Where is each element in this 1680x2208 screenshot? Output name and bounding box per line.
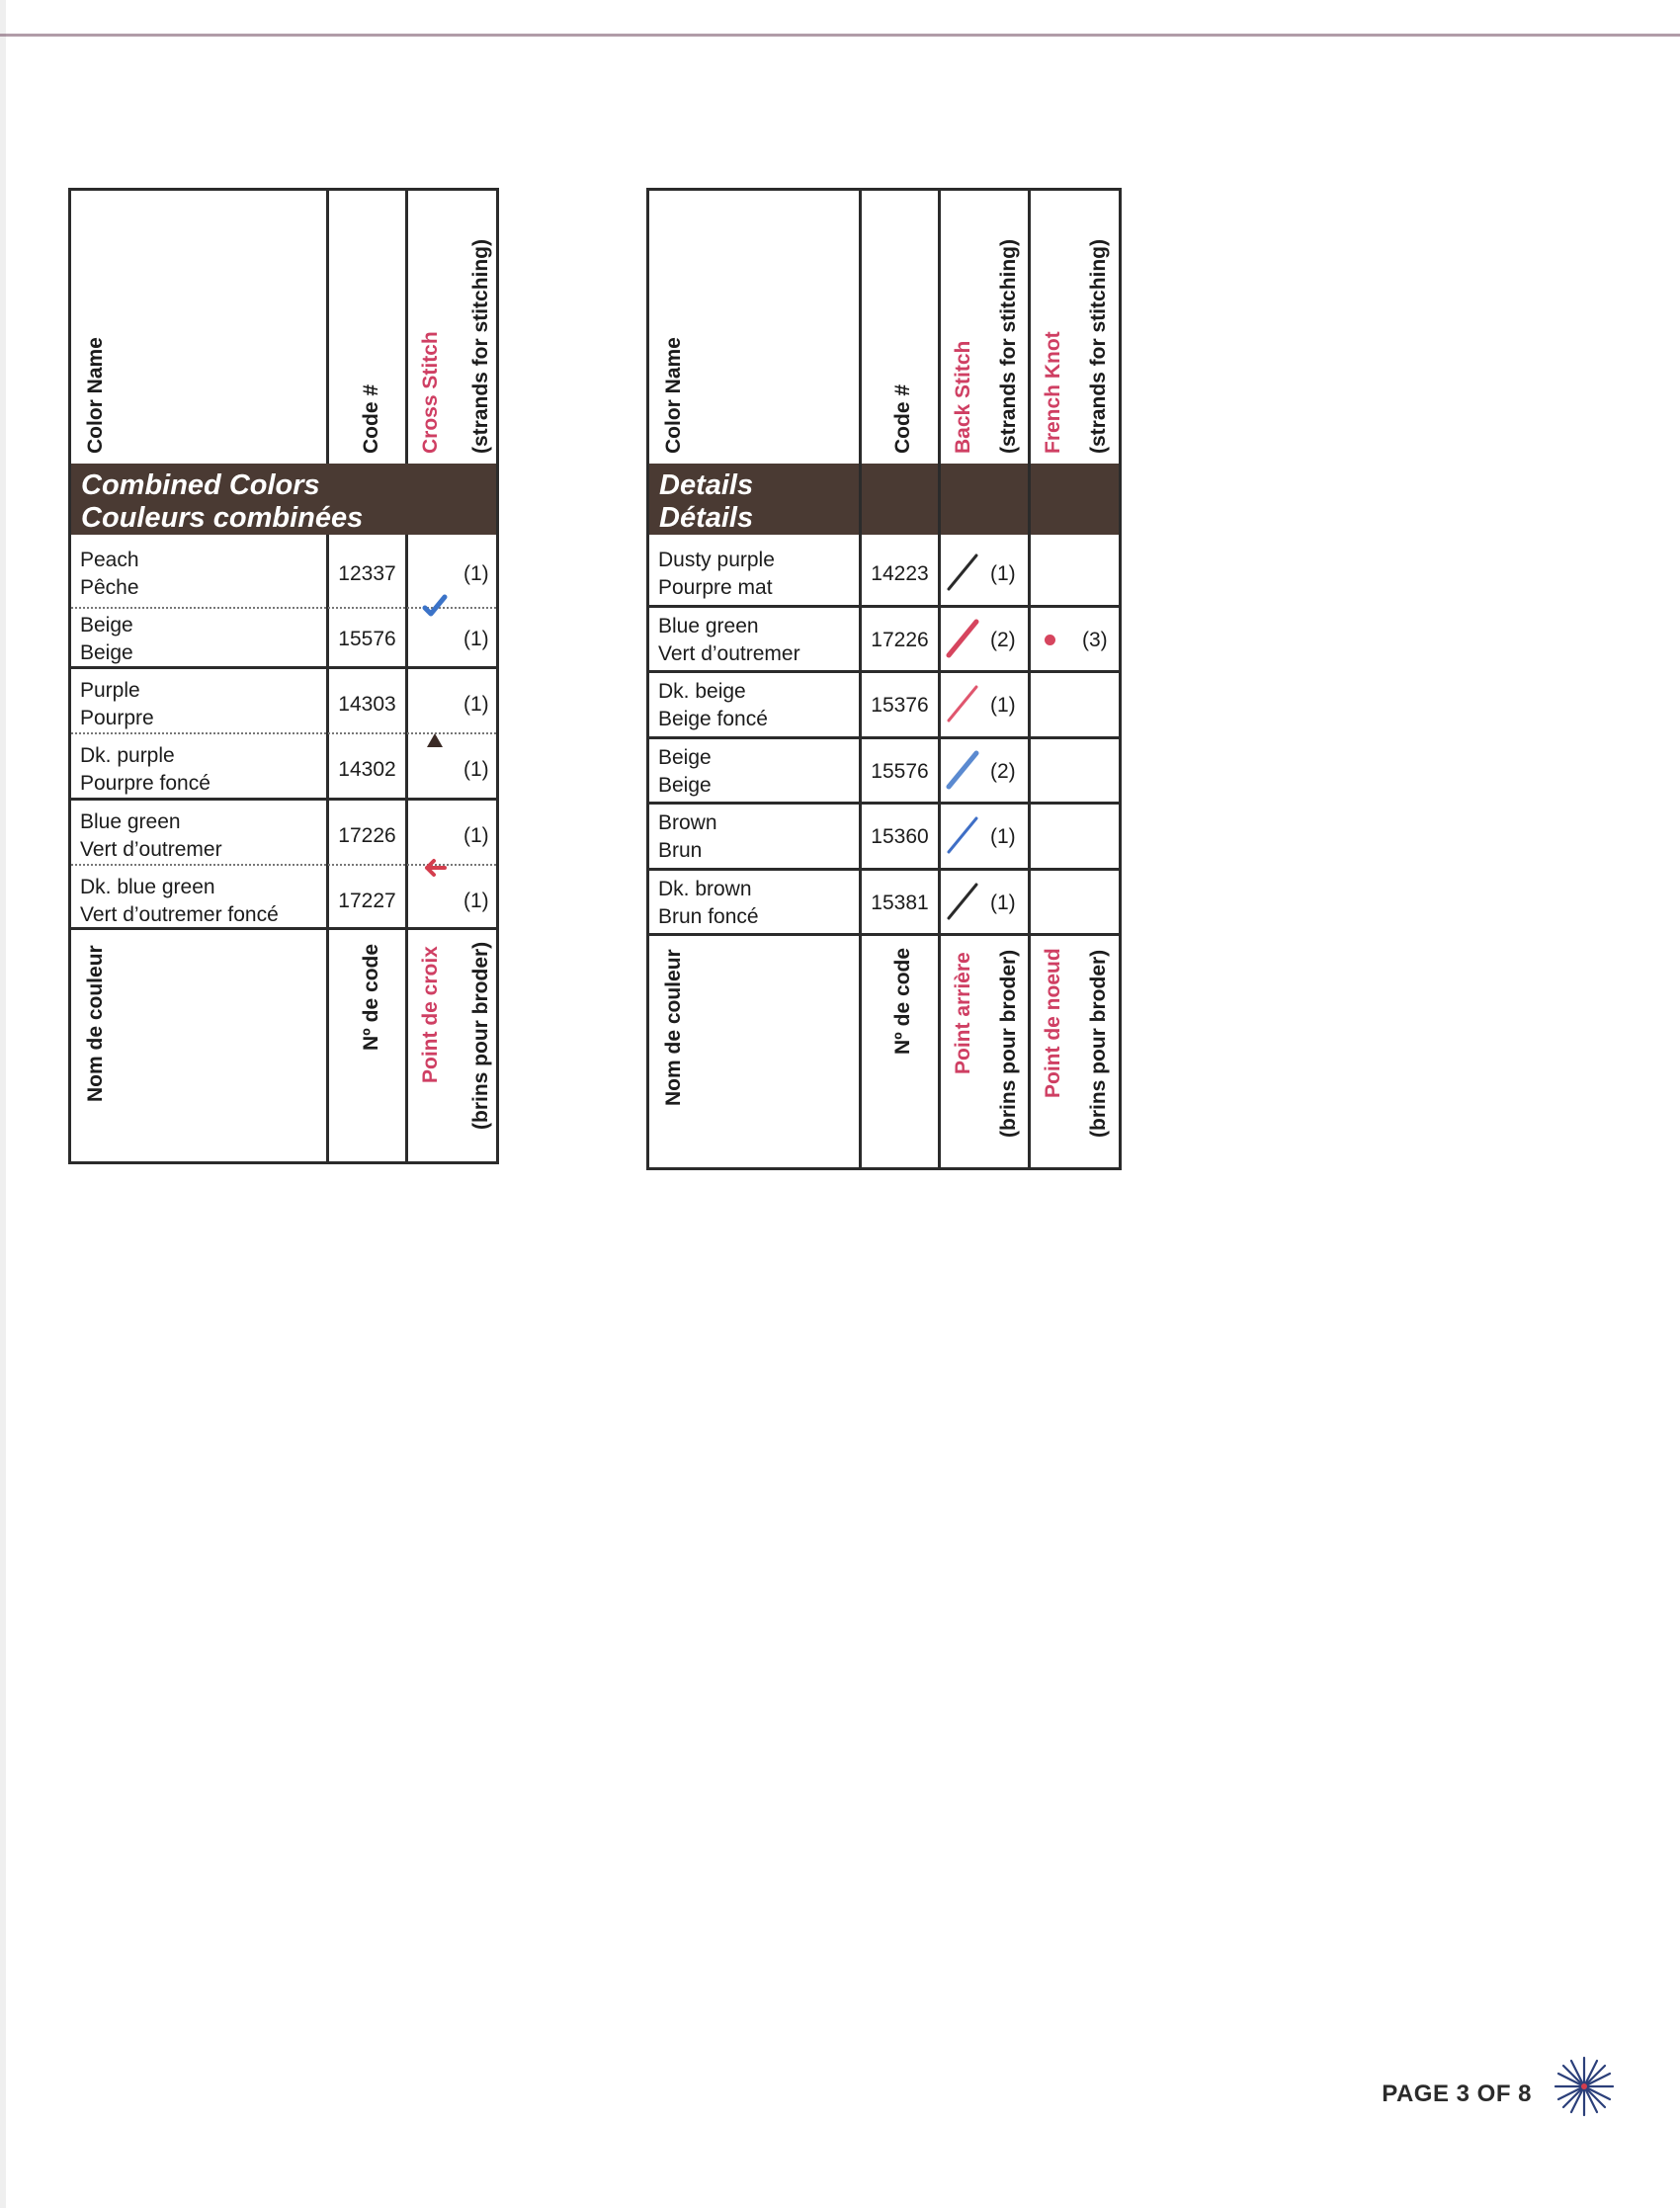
row-divider — [649, 670, 1119, 673]
table-row-strands: (1) — [463, 562, 489, 585]
footer-color-name: Nom de couleur — [84, 945, 107, 1102]
back-stitch-strands: (1) — [990, 892, 1016, 914]
footer-cross-stitch: Point de croix — [419, 946, 442, 1083]
table-row-code: 12337 — [338, 562, 396, 585]
table-row-code: 17227 — [338, 890, 396, 912]
footer-strands-2: (brins pour broder) — [1087, 949, 1110, 1138]
table-row-name: Peach Pêche — [80, 549, 139, 599]
back-stitch-line — [946, 750, 979, 790]
col-divider — [405, 191, 408, 464]
back-stitch-line — [946, 619, 979, 658]
table-row-name: Blue green Vert d’outremer — [658, 615, 800, 665]
table-row-name: Brown Brun — [658, 811, 717, 862]
header-strands: (strands for stitching) — [997, 238, 1020, 454]
red-arrow-symbol — [423, 858, 447, 878]
section-title-en: Details — [659, 469, 754, 501]
back-stitch-line — [946, 882, 979, 921]
footer-code: Nº de code — [891, 947, 914, 1055]
dark-triangle-symbol — [426, 732, 444, 748]
footer-strands: (brins pour broder) — [997, 949, 1020, 1138]
back-stitch-strands: (1) — [990, 825, 1016, 848]
footer-code: Nº de code — [360, 943, 382, 1051]
table-row-code: 15360 — [871, 825, 929, 848]
table-row-name: Blue green Vert d’outremer — [80, 810, 222, 861]
table-row-name: Dk. purple Pourpre foncé — [80, 744, 210, 795]
table-row-code: 15381 — [871, 892, 929, 914]
header-strands: (strands for stitching) — [469, 238, 492, 454]
section-title-en: Combined Colors — [81, 469, 320, 501]
footer-back-stitch: Point arrière — [952, 952, 974, 1074]
footer-french-knot: Point de noeud — [1042, 948, 1064, 1098]
col-divider — [859, 191, 862, 1167]
french-knot-strands: (3) — [1082, 629, 1108, 651]
table-row-name: Dk. beige Beige foncé — [658, 680, 768, 730]
header-strands-2: (strands for stitching) — [1087, 238, 1110, 454]
section-title-fr: Couleurs combinées — [81, 502, 364, 534]
starburst-icon — [1554, 2056, 1615, 2117]
table-row-code: 14302 — [338, 758, 396, 781]
table-row-code: 17226 — [338, 824, 396, 847]
header-code: Code # — [891, 383, 914, 454]
col-divider — [405, 927, 408, 1161]
table-row-code: 17226 — [871, 629, 929, 651]
section-band-details — [649, 464, 1119, 535]
row-divider — [649, 736, 1119, 739]
blue-checkmark-symbol — [422, 594, 448, 618]
table-row-name: Dk. brown Brun foncé — [658, 878, 759, 928]
back-stitch-strands: (1) — [990, 562, 1016, 585]
table-row-strands: (1) — [463, 758, 489, 781]
footer-color-name: Nom de couleur — [662, 949, 685, 1106]
row-divider — [649, 802, 1119, 805]
table-row-strands: (1) — [463, 693, 489, 716]
back-stitch-line — [946, 684, 979, 723]
table-row-code: 14223 — [871, 562, 929, 585]
table-row-name: Beige Beige — [658, 746, 712, 797]
footer-strands: (brins pour broder) — [469, 941, 492, 1130]
back-stitch-strands: (1) — [990, 694, 1016, 717]
combined-colors-table — [68, 188, 499, 1164]
header-french-knot: French Knot — [1042, 331, 1064, 454]
col-divider — [938, 191, 941, 1167]
header-back-stitch: Back Stitch — [952, 340, 974, 454]
french-knot-dot — [1045, 635, 1055, 645]
group-divider — [71, 798, 496, 801]
header-code: Code # — [360, 383, 382, 454]
table-row-strands: (1) — [463, 628, 489, 650]
row-divider — [649, 868, 1119, 871]
table-row-code: 15576 — [871, 760, 929, 783]
col-divider — [326, 191, 329, 464]
table-row-name: Dk. blue green Vert d’outremer foncé — [80, 876, 279, 926]
table-row-name: Beige Beige — [80, 614, 133, 664]
table-row-code: 14303 — [338, 693, 396, 716]
table-row-code: 15376 — [871, 694, 929, 717]
col-divider — [326, 927, 329, 1161]
table-row-code: 15576 — [338, 628, 396, 650]
page-top-rule — [0, 34, 1680, 37]
section-band-combined — [71, 464, 496, 535]
header-color-name: Color Name — [84, 337, 107, 454]
back-stitch-line — [946, 815, 979, 855]
back-stitch-strands: (2) — [990, 760, 1016, 783]
details-table — [646, 188, 1122, 1170]
table-row-strands: (1) — [463, 824, 489, 847]
header-color-name: Color Name — [662, 337, 685, 454]
group-divider — [71, 666, 496, 669]
row-divider — [649, 605, 1119, 608]
section-title-fr: Détails — [659, 502, 754, 534]
table-row-strands: (1) — [463, 890, 489, 912]
table-row-name: Purple Pourpre — [80, 679, 154, 729]
footer-divider — [649, 933, 1119, 936]
header-cross-stitch: Cross Stitch — [419, 331, 442, 454]
col-divider — [1028, 191, 1031, 1167]
page-number: PAGE 3 OF 8 — [1382, 2081, 1532, 2107]
back-stitch-strands: (2) — [990, 629, 1016, 651]
back-stitch-line — [946, 552, 979, 592]
table-row-name: Dusty purple Pourpre mat — [658, 549, 775, 599]
scan-edge — [0, 0, 6, 2208]
